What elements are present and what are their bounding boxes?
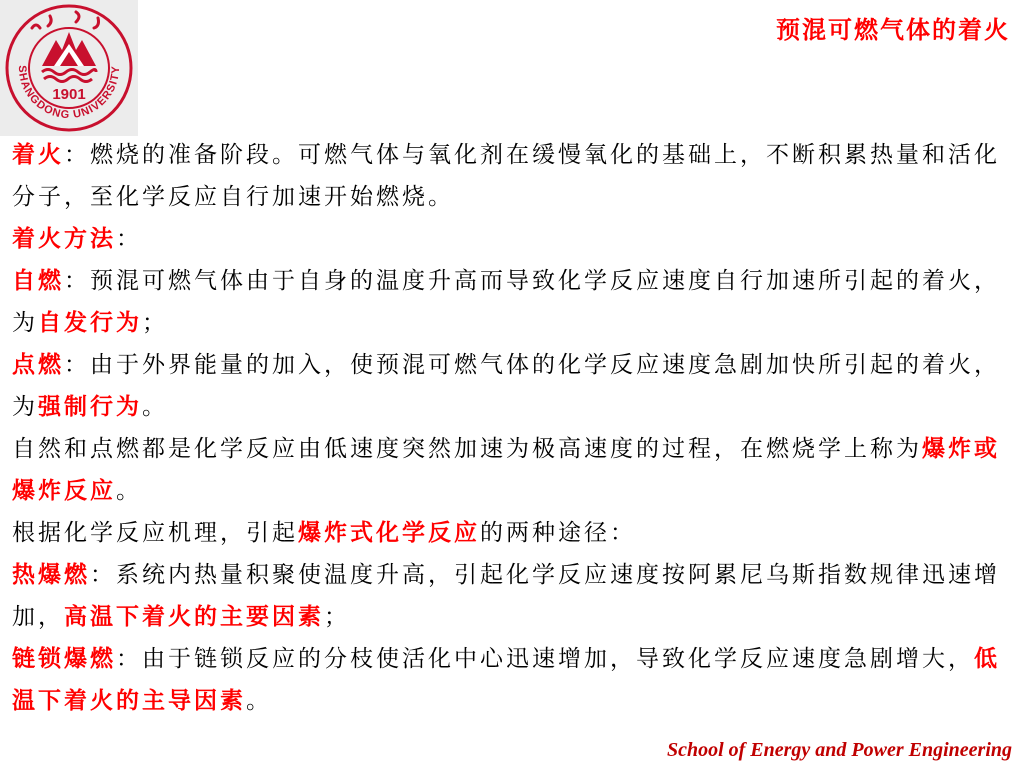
text-explosion: 自然和点燃都是化学反应由低速度突然加速为极高速度的过程，在燃烧学上称为 (12, 436, 922, 462)
university-logo (0, 0, 138, 136)
term-ignition: 着火 (12, 141, 64, 168)
em-explosion: 爆炸或爆炸反应 (12, 435, 1000, 504)
term-ignition-methods: 着火方法 (12, 225, 116, 252)
em-two-paths: 爆炸式化学反应 (298, 519, 480, 546)
logo-year: 1901 (52, 86, 86, 103)
term-forced-ignition: 点燃 (12, 351, 64, 378)
em-self-ignition: 自发行为 (38, 309, 142, 336)
end-self-ignition: ； (142, 310, 168, 336)
paragraph-self-ignition (12, 260, 1002, 344)
paragraph-chain-explosion (12, 638, 1002, 722)
em-chain-explosion: 低温下着火的主导因素 (12, 645, 1000, 714)
em-forced-ignition: 强制行为 (38, 393, 142, 420)
term-self-ignition: 自燃 (12, 267, 64, 294)
end-thermal-explosion: ； (324, 604, 350, 630)
footer-school-name: School of Energy and Power Engineering (666, 739, 1012, 761)
paragraph-ignition-definition (12, 134, 1002, 218)
end-chain-explosion: 。 (246, 688, 272, 714)
text-ignition-methods: ： (116, 226, 142, 252)
text-ignition: ：燃烧的准备阶段。可燃气体与氧化剂在缓慢氧化的基础上，不断积累热量和活化分子，至化学反应自行加速开始燃烧。 (12, 142, 1000, 210)
paragraph-explosion (12, 428, 1002, 512)
term-chain-explosion: 链锁爆燃 (12, 645, 116, 672)
end-two-paths: 的两种途径： (480, 520, 636, 546)
text-chain-explosion: ：由于链锁反应的分枝使活化中心迅速增加，导致化学反应速度急剧增大， (116, 646, 974, 672)
paragraph-ignition-methods (12, 218, 1002, 260)
slide-title: 预混可燃气体的着火 (776, 15, 1010, 44)
logo-arc-text: SHANGDONG UNIVERSITY (15, 65, 123, 122)
term-thermal-explosion: 热爆燃 (12, 561, 90, 588)
text-thermal-explosion: ：系统内热量积聚使温度升高，引起化学反应速度按阿累尼乌斯指数规律迅速增加， (12, 562, 1000, 630)
text-two-paths: 根据化学反应机理，引起 (12, 520, 298, 546)
paragraph-forced-ignition (12, 344, 1002, 428)
text-self-ignition: ：预混可燃气体由于自身的温度升高而导致化学反应速度自行加速所引起的着火，为 (12, 268, 1000, 336)
text-forced-ignition: ：由于外界能量的加入，使预混可燃气体的化学反应速度急剧加快所引起的着火，为 (12, 352, 1000, 420)
university-seal-icon (2, 2, 136, 134)
paragraph-thermal-explosion (12, 554, 1002, 638)
paragraph-two-paths (12, 512, 1002, 554)
em-thermal-explosion: 高温下着火的主要因素 (64, 603, 324, 630)
end-forced-ignition: 。 (142, 394, 168, 420)
slide-body (12, 134, 1002, 722)
end-explosion: 。 (116, 478, 142, 504)
